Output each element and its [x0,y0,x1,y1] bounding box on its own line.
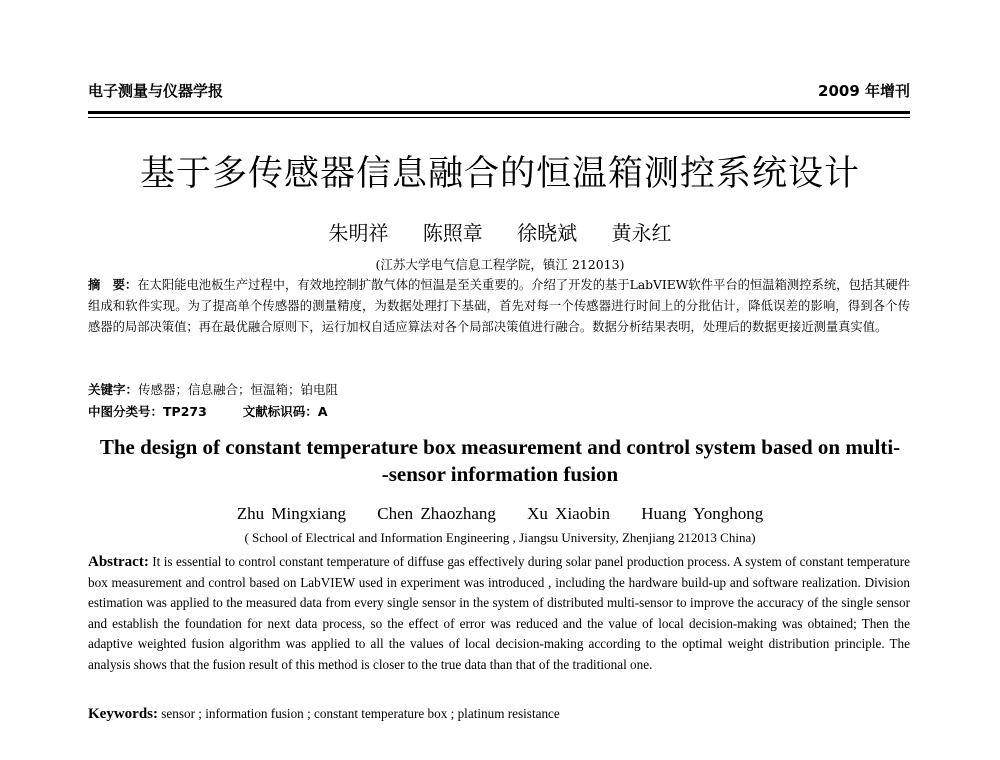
journal-name: 电子测量与仪器学报 [88,82,224,100]
chinese-keywords-text: 传感器；信息融合；恒温箱；铂电阻 [138,382,339,397]
english-keywords-text: sensor ; information fusion ; constant temperature box ; platinum resistance [161,706,560,721]
clc-value: TP273 [163,404,207,419]
header-rule-thin [88,117,910,118]
chinese-abstract-label: 摘 要： [88,278,138,292]
chinese-authors [0,217,1000,246]
chinese-abstract-text: 在太阳能电池板生产过程中，有效地控制扩散气体的恒温是至关重要的。介绍了开发的基于LabVIEW软件平台的恒温箱测控系统，包括其硬件组成和软件实现。为了提高单个传感器的测量精度，为数据处理打下基础，首先对每一个传感器进行时间上的分批估计，降低误差的影响，得到各个传感器的局部决策值；再在最优融合原则下，运行加权自适应算法对各个局部决策值进行融合。数据分析结果表明，处理后的数据更接近测量真实值。 [88,278,910,334]
issue-label: 2009 年增刊 [818,82,910,100]
english-keywords-label: Keywords: [88,706,158,722]
english-authors [0,504,1000,524]
english-title [0,434,1000,488]
chinese-keywords-label: 关键字： [88,382,139,397]
chinese-author: 陈照章 [422,221,483,245]
english-abstract-label: Abstract: [88,554,149,570]
doc-code-value: A [317,404,328,419]
chinese-author: 朱明祥 [328,221,389,245]
chinese-affiliation: (江苏大学电气信息工程学院，镇江 212013) [375,257,625,272]
classification-line [88,402,910,420]
english-author: Chen Zhaozhang [377,504,496,523]
header-rule-thick [88,111,910,114]
clc-label: 中图分类号： [88,404,164,419]
english-title-line2: -sensor information fusion [381,462,619,486]
chinese-author: 徐晓斌 [517,221,578,245]
english-author: Huang Yonghong [641,504,764,523]
running-header [88,80,910,104]
english-author: Xu Xiaobin [527,504,610,523]
chinese-keywords [88,380,910,398]
english-keywords [88,706,910,723]
chinese-title: 基于多传感器信息融合的恒温箱测控系统设计 [139,154,860,194]
english-abstract-text: It is essential to control constant temperature of diffuse gas effectively during solar panel production process. A system of constant temperature box measurement and control based on LabVIEW used in experiment was introduced , including the hardware build-up and software realization. Division estimation was applied to the measured data from every single sensor in the system of distributed multi-sensor to improve the accuracy of the single sensor and establish the foundation for next data process, so the effect of error was reduced and the value of local decision-making was obtained; Then the adaptive weighted fusion algorithm was applied to all the values of local decision-making according to the optimal weight distribution principle. The analysis shows that the fusion result of this method is closer to the true data than that of the traditional one. [88,554,911,672]
english-author: Zhu Mingxiang [236,504,346,523]
doc-code-label: 文献标识码： [242,404,318,419]
chinese-author: 黄永红 [611,221,672,245]
english-title-line1: The design of constant temperature box measurement and control system based on multi- [99,435,901,459]
english-abstract [88,552,910,675]
chinese-abstract [88,275,910,338]
english-affiliation: ( School of Electrical and Information Engineering , Jiangsu University, Zhenjiang 212013 China) [244,530,756,545]
